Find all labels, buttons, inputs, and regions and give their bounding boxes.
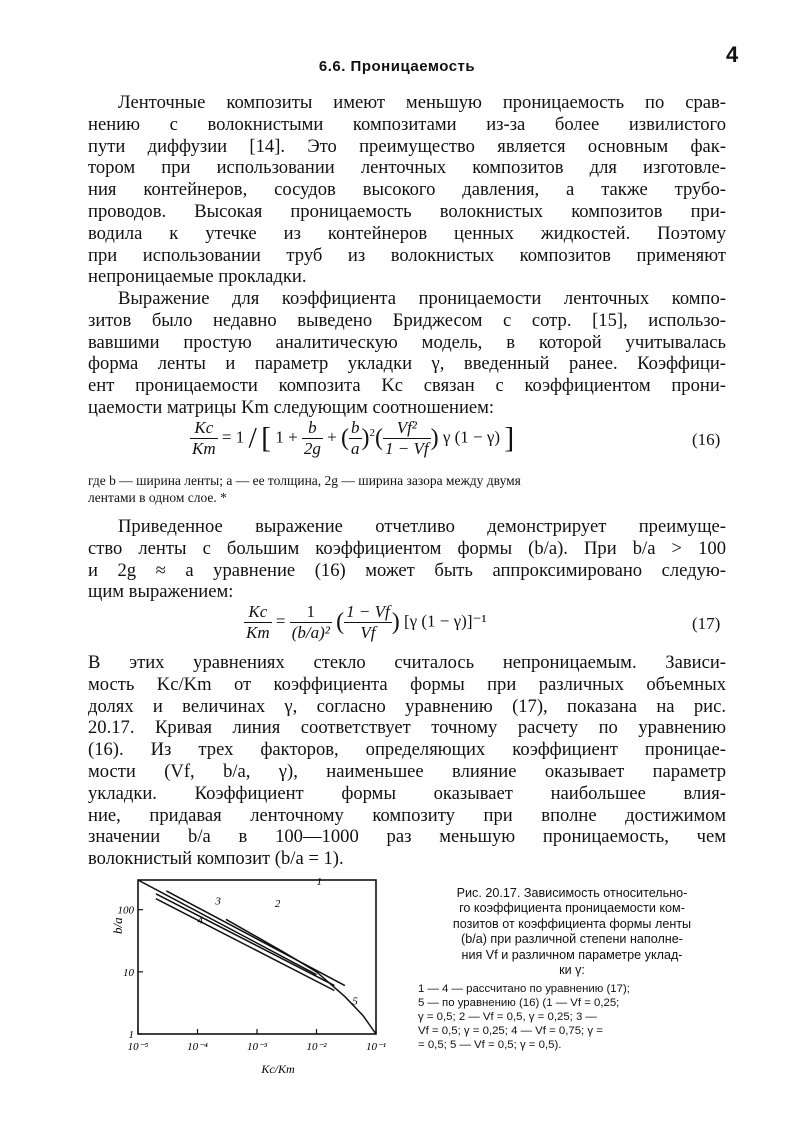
series-line-2	[166, 891, 345, 986]
equation-note	[88, 472, 726, 506]
p1-line: при использовании труб из волокнистых композитов применяют	[88, 244, 726, 266]
series-line-3	[156, 894, 335, 986]
y-tick-label: 100	[117, 904, 134, 917]
p3-line: щим выражением:	[88, 581, 234, 603]
p3-line: ство ленты с большим коэффициентом формы (b/a). При b/a > 100	[88, 537, 726, 559]
curve-label: 3	[215, 895, 221, 908]
p4-line: ние, придавая ленточному композиту при вполне достижимом	[88, 804, 726, 826]
page-number: 4	[726, 42, 739, 67]
curve-label: 5	[352, 995, 358, 1008]
series-line-5	[226, 919, 376, 1034]
paragraph-4	[88, 652, 726, 870]
p1-line: нению с волокнистыми композитами из-за более извилистого	[88, 113, 726, 135]
curve-label: 2	[274, 898, 281, 911]
p2-line: цаемости матрицы Km следующим соотношением:	[88, 396, 495, 418]
p3-line: Приведенное выражение отчетливо демонстрирует преимуще-	[118, 516, 726, 537]
series-line-4	[156, 899, 335, 991]
eq16-lhs: $\frac{Kc}{Km}$	[192, 418, 216, 458]
x-tick-label: 10⁻²	[306, 1041, 327, 1053]
figure-caption	[418, 886, 726, 1052]
x-ticks	[128, 1029, 386, 1053]
paragraph-3	[88, 516, 726, 603]
equation-17-number: (17)	[692, 614, 721, 633]
p1-line: тором при использовании ленточных композитов для изготовле-	[88, 157, 726, 179]
note-line: лентами в одном слое. *	[88, 490, 227, 505]
caption-legend: 1 — 4 — рассчитано по уравнению (17); 5 — по уравнению (16) (1 — Vf = 0,25; γ = 0,5; 2 — Vf = 0,5, γ = 0,25; 3 — Vf = 0,5; γ = 0,25; 4 — Vf = 0,75; γ = = 0,5; 5 — Vf = 0,5; γ = 0,5).	[418, 983, 630, 1052]
y-axis-label: b/a	[110, 917, 125, 934]
paragraph-2	[88, 288, 726, 419]
section-title: 6.6. Проницаемость	[318, 58, 476, 75]
p1-line: пути диффузии [14]. Это преимущество является основным фак-	[88, 135, 726, 157]
p4-line: мость Kc/Km от коэффициента формы при различных объемных	[88, 673, 726, 695]
paragraph-1	[88, 92, 726, 288]
p1-line: непроницаемые прокладки.	[88, 266, 307, 288]
p1-line: проводов. Высокая проницаемость волокнистых композитов при-	[88, 200, 726, 222]
p2-line: зитов было недавно выведено Бриджесом с сотр. [15], использо-	[88, 309, 726, 331]
p3-line: и 2g ≈ a уравнение (16) может быть аппроксимировано следую-	[88, 559, 726, 581]
p4-line: долях и величинах γ, согласно уравнению (17), показана на рис.	[88, 695, 726, 717]
p4-line: значении b/a в 100—1000 раз меньшую проницаемость, чем	[88, 826, 726, 848]
y-tick-label: 1	[128, 1029, 134, 1041]
equation-17: $\frac{Kc}{Km}$ = $\frac{1}{\text{(b/a)²}}$ ( $\frac{1 - Vf}{Vf}$ ) [γ (1 − γ)]⁻¹	[246, 602, 487, 642]
p2-line: Выражение для коэффициента проницаемости ленточных компо-	[118, 288, 726, 309]
equation-16-number: (16)	[692, 430, 721, 449]
note-line: где b — ширина ленты; a — ее толщина, 2g — ширина зазора между двумя	[88, 473, 521, 488]
p4-line: В этих уравнениях стекло считалось непроницаемым. Зависи-	[88, 652, 726, 673]
x-tick-label: 10⁻¹	[365, 1041, 387, 1053]
p4-line: укладки. Коэффициент формы оказывает наибольшее влия-	[88, 782, 726, 804]
x-tick-label: 10⁻³	[246, 1041, 268, 1053]
x-axis-label: Kc/Km	[261, 1062, 295, 1076]
curve-label: 4	[197, 914, 203, 927]
figure-20-17-chart	[108, 876, 388, 1076]
equation-16: $\frac{Kc}{Km}$ = 1 / [ 1 + $\frac{b}{2g}$ + ( $\frac{b}{a}$ )$^2$( $\frac{\text{Vf²}}{1 - Vf}$ ) γ (1 − γ) ]	[192, 418, 515, 458]
curve-label: 1	[316, 876, 322, 888]
p4-line: (16). Из трех факторов, определяющих коэффициент проницае-	[88, 739, 726, 761]
p1-line: Ленточные композиты имеют меньшую проницаемость по срав-	[118, 92, 726, 113]
p1-line: ния контейнеров, сосудов высокого давления, а также трубо-	[88, 179, 726, 201]
series-lines	[138, 880, 376, 1034]
p1-line: водила к утечке из контейнеров ценных жидкостей. Поэтому	[88, 222, 726, 244]
p2-line: вавшими простую аналитическую модель, в которой учитывалась	[88, 331, 726, 353]
caption-title: Рис. 20.17. Зависимость относительно- го коэффициента проницаемости ком- позитов от коэффициента формы ленты (b/a) при различной степени наполне- ния Vf и различном параметре уклад- ки γ:	[452, 886, 692, 978]
y-tick-label: 10	[123, 966, 134, 979]
p4-line: волокнистый композит (b/a = 1).	[88, 848, 344, 870]
series-line-1	[138, 880, 317, 975]
p2-line: форма ленты и параметр укладки γ, введенный ранее. Коэффици-	[88, 353, 726, 375]
p2-line: ент проницаемости композита Kc связан с коэффициентом прони-	[88, 375, 726, 397]
x-tick-label: 10⁻⁵	[127, 1041, 149, 1053]
p4-line: мости (Vf, b/a, γ), наименьшее влияние оказывает параметр	[88, 760, 726, 782]
p4-line: 20.17. Кривая линия соответствует точному расчету по уравнению	[88, 717, 726, 739]
x-tick-label: 10⁻⁴	[187, 1041, 208, 1053]
